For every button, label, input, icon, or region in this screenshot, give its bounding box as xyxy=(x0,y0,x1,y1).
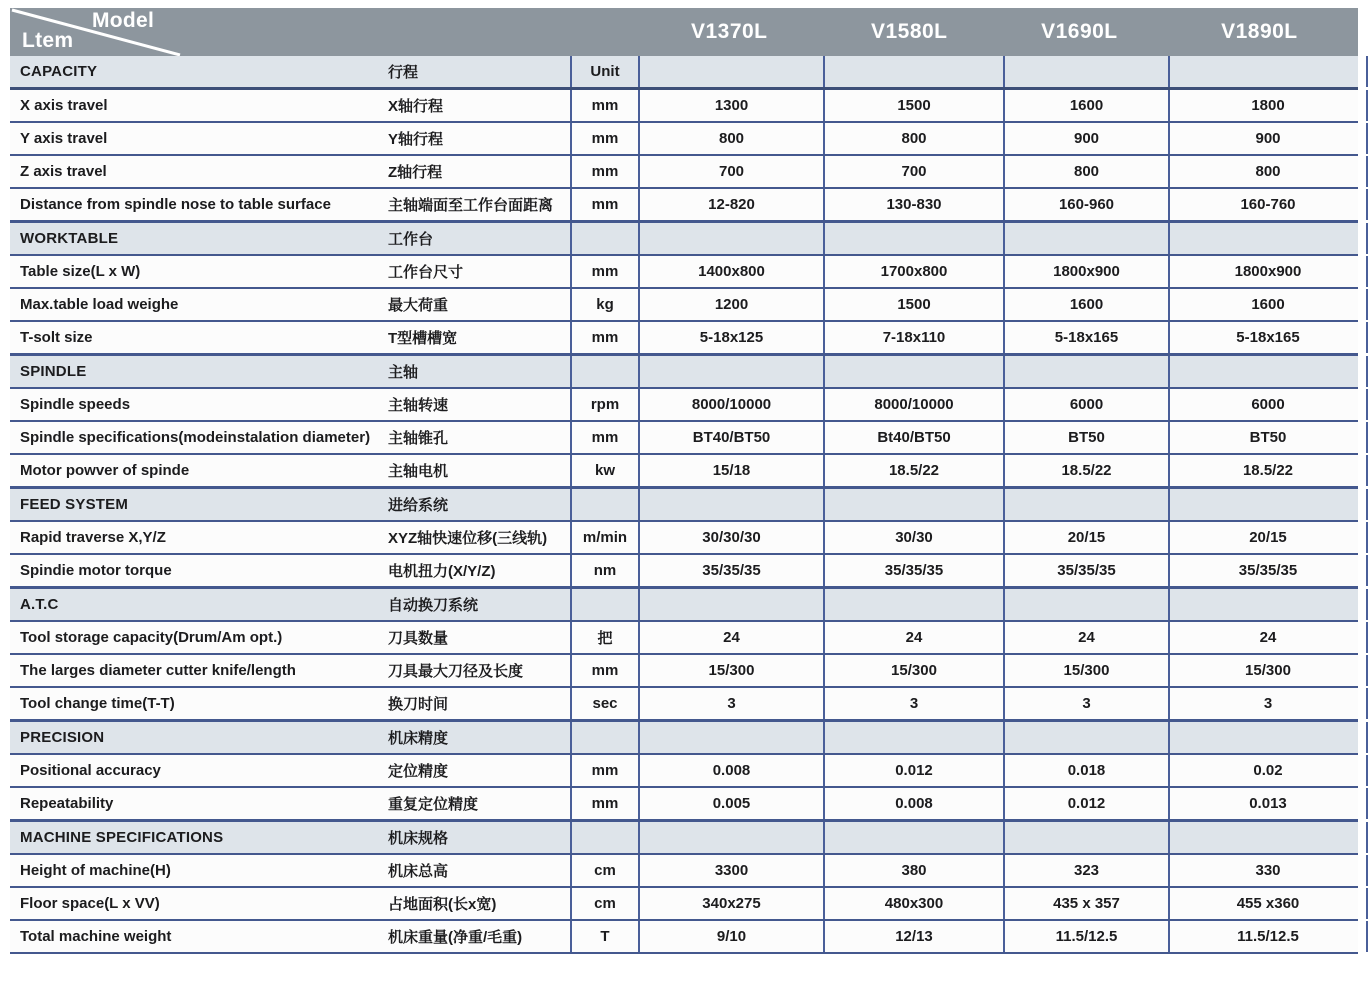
cell-value: Bt40/BT50 xyxy=(823,422,1003,453)
row-label-cn: 刀具数量 xyxy=(388,630,449,647)
spec-row xyxy=(10,921,1358,954)
section-row xyxy=(10,488,1358,522)
row-label-en: Repeatability xyxy=(20,795,114,812)
row-label-en: X axis travel xyxy=(20,97,108,114)
row-label-cn: X轴行程 xyxy=(388,98,444,115)
row-label-en: Tool change time(T-T) xyxy=(20,695,175,712)
row-label-cn: 机床重量(净重/毛重) xyxy=(388,929,523,946)
row-unit: m/min xyxy=(570,522,638,553)
spec-row xyxy=(10,422,1358,455)
model-item-corner-cell xyxy=(10,8,638,56)
row-unit: 把 xyxy=(570,622,638,653)
spec-row xyxy=(10,189,1358,222)
cell-value: 455 x360 xyxy=(1168,888,1368,919)
section-title-cn: 机床精度 xyxy=(388,730,449,747)
cell-value: 8000/10000 xyxy=(823,389,1003,420)
row-label-cn: 主轴端面至工作台面距离 xyxy=(388,197,554,214)
row-label-en: Positional accuracy xyxy=(20,762,161,779)
section-model-cell xyxy=(1168,56,1368,87)
cell-value: 20/15 xyxy=(1003,522,1168,553)
spec-row xyxy=(10,655,1358,688)
cell-value: 24 xyxy=(823,622,1003,653)
cell-value: 15/300 xyxy=(1003,655,1168,686)
section-title-cn: 主轴 xyxy=(388,364,419,381)
section-model-cell xyxy=(1168,589,1368,620)
section-unit-cell xyxy=(570,489,638,520)
cell-value: 1500 xyxy=(823,90,1003,121)
cell-value: 7-18x110 xyxy=(823,322,1003,353)
section-unit-cell xyxy=(570,722,638,753)
cell-value: 3 xyxy=(1003,688,1168,719)
row-unit: mm xyxy=(570,755,638,786)
row-unit: cm xyxy=(570,888,638,919)
cell-value: 20/15 xyxy=(1168,522,1368,553)
spec-row xyxy=(10,156,1358,189)
spec-row xyxy=(10,688,1358,721)
spec-row xyxy=(10,522,1358,555)
row-label-en: Y axis travel xyxy=(20,130,108,147)
row-label-cn: Z轴行程 xyxy=(388,164,443,181)
cell-value: 0.012 xyxy=(823,755,1003,786)
cell-value: 15/300 xyxy=(823,655,1003,686)
cell-value: 1800x900 xyxy=(1003,256,1168,287)
row-label-en: Distance from spindle nose to table surface xyxy=(20,196,331,213)
section-model-cell xyxy=(1168,722,1368,753)
cell-value: 30/30/30 xyxy=(638,522,823,553)
cell-value: 35/35/35 xyxy=(823,555,1003,586)
section-title-cn: 工作台 xyxy=(388,231,434,248)
cell-value: 1800x900 xyxy=(1168,256,1368,287)
section-title-en: FEED SYSTEM xyxy=(20,496,129,513)
section-model-cell xyxy=(1003,722,1168,753)
section-model-cell xyxy=(1003,489,1168,520)
row-unit: mm xyxy=(570,189,638,220)
cell-value: 35/35/35 xyxy=(638,555,823,586)
row-label-cn: 机床总高 xyxy=(388,863,449,880)
row-label-cn: 定位精度 xyxy=(388,763,449,780)
section-model-cell xyxy=(823,589,1003,620)
cell-value: 480x300 xyxy=(823,888,1003,919)
row-label-en: Total machine weight xyxy=(20,928,172,945)
section-model-cell xyxy=(638,56,823,87)
section-model-cell xyxy=(1168,489,1368,520)
cell-value: BT50 xyxy=(1168,422,1368,453)
row-unit: mm xyxy=(570,256,638,287)
row-label-cn: T型槽槽宽 xyxy=(388,330,458,347)
cell-value: 15/300 xyxy=(638,655,823,686)
row-label-en: The larges diameter cutter knife/length xyxy=(20,662,296,679)
model-header-v1370l: V1370L xyxy=(690,20,768,43)
corner-model-label: Model xyxy=(92,9,155,32)
row-unit: cm xyxy=(570,855,638,886)
cell-value: 340x275 xyxy=(638,888,823,919)
row-label-en: Spindle specifications(modeinstalation diameter) xyxy=(20,429,371,446)
spec-row xyxy=(10,289,1358,322)
cell-value: 11.5/12.5 xyxy=(1168,921,1368,952)
cell-value: 3300 xyxy=(638,855,823,886)
section-title-en: MACHINE SPECIFICATIONS xyxy=(20,829,224,846)
row-label-en: Spindie motor torque xyxy=(20,562,172,579)
spec-row xyxy=(10,322,1358,355)
row-label-cn: 占地面积(长x宽) xyxy=(388,896,497,913)
cell-value: 0.013 xyxy=(1168,788,1368,819)
row-label-cn: 主轴转速 xyxy=(388,397,449,414)
cell-value: 800 xyxy=(823,123,1003,154)
section-row xyxy=(10,56,1358,90)
cell-value: 800 xyxy=(638,123,823,154)
cell-value: 330 xyxy=(1168,855,1368,886)
cell-value: 3 xyxy=(1168,688,1368,719)
model-header-v1580l: V1580L xyxy=(870,20,948,43)
cell-value: 130-830 xyxy=(823,189,1003,220)
cell-value: 0.008 xyxy=(823,788,1003,819)
row-unit: T xyxy=(570,921,638,952)
table-header-row xyxy=(10,8,1358,56)
cell-value: 1400x800 xyxy=(638,256,823,287)
cell-value: BT40/BT50 xyxy=(638,422,823,453)
cell-value: 1200 xyxy=(638,289,823,320)
spec-row xyxy=(10,755,1358,788)
spec-row xyxy=(10,888,1358,921)
spec-row xyxy=(10,855,1358,888)
spec-row xyxy=(10,90,1358,123)
spec-row xyxy=(10,123,1358,156)
section-model-cell xyxy=(1003,223,1168,254)
section-title-en: CAPACITY xyxy=(20,63,98,80)
row-label-en: Spindle speeds xyxy=(20,396,131,413)
cell-value: 24 xyxy=(638,622,823,653)
section-unit-cell: Unit xyxy=(570,56,638,87)
section-model-cell xyxy=(638,589,823,620)
cell-value: 0.018 xyxy=(1003,755,1168,786)
row-label-cn: 重复定位精度 xyxy=(388,796,479,813)
cell-value: 900 xyxy=(1168,123,1368,154)
cell-value: 1600 xyxy=(1003,90,1168,121)
section-model-cell xyxy=(638,223,823,254)
row-unit: mm xyxy=(570,655,638,686)
section-model-cell xyxy=(823,356,1003,387)
row-label-cn: Y轴行程 xyxy=(388,131,444,148)
cell-value: 1500 xyxy=(823,289,1003,320)
spec-row xyxy=(10,256,1358,289)
cell-value: 11.5/12.5 xyxy=(1003,921,1168,952)
corner-item-label: Ltem xyxy=(22,29,74,52)
cell-value: BT50 xyxy=(1003,422,1168,453)
section-model-cell xyxy=(638,489,823,520)
section-model-cell xyxy=(638,822,823,853)
section-row xyxy=(10,588,1358,622)
row-label-cn: 工作台尺寸 xyxy=(388,264,464,281)
section-unit-cell xyxy=(570,223,638,254)
section-unit-cell xyxy=(570,822,638,853)
section-model-cell xyxy=(823,822,1003,853)
spec-sheet xyxy=(10,8,1358,954)
row-label-en: Motor powver of spinde xyxy=(20,462,190,479)
cell-value: 35/35/35 xyxy=(1003,555,1168,586)
row-label-en: Table size(L x W) xyxy=(20,263,141,280)
spec-row xyxy=(10,389,1358,422)
cell-value: 5-18x125 xyxy=(638,322,823,353)
row-label-en: Z axis travel xyxy=(20,163,107,180)
row-label-cn: 电机扭力(X/Y/Z) xyxy=(388,563,496,580)
cell-value: 1300 xyxy=(638,90,823,121)
section-model-cell xyxy=(1168,822,1368,853)
cell-value: 0.005 xyxy=(638,788,823,819)
model-header-v1690l: V1690L xyxy=(1041,20,1118,43)
section-model-cell xyxy=(1003,56,1168,87)
cell-value: 6000 xyxy=(1003,389,1168,420)
section-model-cell xyxy=(1168,223,1368,254)
row-unit: mm xyxy=(570,90,638,121)
section-model-cell xyxy=(823,489,1003,520)
section-model-cell xyxy=(823,56,1003,87)
cell-value: 1600 xyxy=(1168,289,1368,320)
section-title-en: A.T.C xyxy=(20,596,59,613)
row-unit: mm xyxy=(570,788,638,819)
row-label-cn: 刀具最大刀径及长度 xyxy=(388,663,524,680)
section-unit-cell xyxy=(570,589,638,620)
section-row xyxy=(10,355,1358,389)
row-label-cn: XYZ轴快速位移(三线轨) xyxy=(388,530,548,547)
spec-row xyxy=(10,455,1358,488)
cell-value: 1600 xyxy=(1003,289,1168,320)
cell-value: 12-820 xyxy=(638,189,823,220)
section-model-cell xyxy=(1003,356,1168,387)
row-unit: mm xyxy=(570,156,638,187)
row-label-cn: 主轴锥孔 xyxy=(388,430,449,447)
section-title-cn: 行程 xyxy=(388,64,419,81)
cell-value: 9/10 xyxy=(638,921,823,952)
row-unit: mm xyxy=(570,322,638,353)
spec-table-body xyxy=(10,56,1358,954)
cell-value: 800 xyxy=(1003,156,1168,187)
row-label-en: Rapid traverse X,Y/Z xyxy=(20,529,166,546)
cell-value: 700 xyxy=(638,156,823,187)
row-unit: kw xyxy=(570,455,638,486)
cell-value: 435 x 357 xyxy=(1003,888,1168,919)
row-label-cn: 主轴电机 xyxy=(388,463,449,480)
section-model-cell xyxy=(1168,356,1368,387)
spec-row xyxy=(10,555,1358,588)
spec-row xyxy=(10,622,1358,655)
cell-value: 0.02 xyxy=(1168,755,1368,786)
row-unit: mm xyxy=(570,422,638,453)
section-model-cell xyxy=(1003,822,1168,853)
cell-value: 5-18x165 xyxy=(1003,322,1168,353)
cell-value: 3 xyxy=(638,688,823,719)
cell-value: 8000/10000 xyxy=(638,389,823,420)
row-label-cn: 最大荷重 xyxy=(388,297,449,314)
cell-value: 380 xyxy=(823,855,1003,886)
cell-value: 12/13 xyxy=(823,921,1003,952)
section-unit-cell xyxy=(570,356,638,387)
cell-value: 5-18x165 xyxy=(1168,322,1368,353)
row-unit: mm xyxy=(570,123,638,154)
row-label-cn: 换刀时间 xyxy=(388,696,449,713)
cell-value: 18.5/22 xyxy=(1003,455,1168,486)
cell-value: 35/35/35 xyxy=(1168,555,1368,586)
cell-value: 24 xyxy=(1003,622,1168,653)
section-title-cn: 自动换刀系统 xyxy=(388,597,479,614)
section-title-cn: 进给系统 xyxy=(388,497,449,514)
row-unit: nm xyxy=(570,555,638,586)
row-label-en: T-solt size xyxy=(20,329,93,346)
section-model-cell xyxy=(638,356,823,387)
cell-value: 0.008 xyxy=(638,755,823,786)
cell-value: 1700x800 xyxy=(823,256,1003,287)
section-title-en: PRECISION xyxy=(20,729,105,746)
section-model-cell xyxy=(823,223,1003,254)
row-unit: rpm xyxy=(570,389,638,420)
row-label-en: Height of machine(H) xyxy=(20,862,171,879)
section-row xyxy=(10,821,1358,855)
cell-value: 1800 xyxy=(1168,90,1368,121)
spec-row xyxy=(10,788,1358,821)
cell-value: 700 xyxy=(823,156,1003,187)
cell-value: 30/30 xyxy=(823,522,1003,553)
cell-value: 6000 xyxy=(1168,389,1368,420)
section-title-en: SPINDLE xyxy=(20,363,87,380)
model-header-v1890l: V1890L xyxy=(1221,20,1298,43)
cell-value: 323 xyxy=(1003,855,1168,886)
cell-value: 160-760 xyxy=(1168,189,1368,220)
row-unit: sec xyxy=(570,688,638,719)
section-model-cell xyxy=(1003,589,1168,620)
section-model-cell xyxy=(638,722,823,753)
row-label-en: Max.table load weighe xyxy=(20,296,179,313)
row-label-en: Tool storage capacity(Drum/Am opt.) xyxy=(20,629,283,646)
section-title-cn: 机床规格 xyxy=(388,830,449,847)
cell-value: 3 xyxy=(823,688,1003,719)
cell-value: 18.5/22 xyxy=(823,455,1003,486)
cell-value: 800 xyxy=(1168,156,1368,187)
row-label-en: Floor space(L x VV) xyxy=(20,895,160,912)
section-row xyxy=(10,222,1358,256)
section-title-en: WORKTABLE xyxy=(20,230,119,247)
cell-value: 15/300 xyxy=(1168,655,1368,686)
cell-value: 900 xyxy=(1003,123,1168,154)
row-unit: kg xyxy=(570,289,638,320)
cell-value: 160-960 xyxy=(1003,189,1168,220)
cell-value: 15/18 xyxy=(638,455,823,486)
section-model-cell xyxy=(823,722,1003,753)
cell-value: 0.012 xyxy=(1003,788,1168,819)
cell-value: 24 xyxy=(1168,622,1368,653)
section-row xyxy=(10,721,1358,755)
cell-value: 18.5/22 xyxy=(1168,455,1368,486)
